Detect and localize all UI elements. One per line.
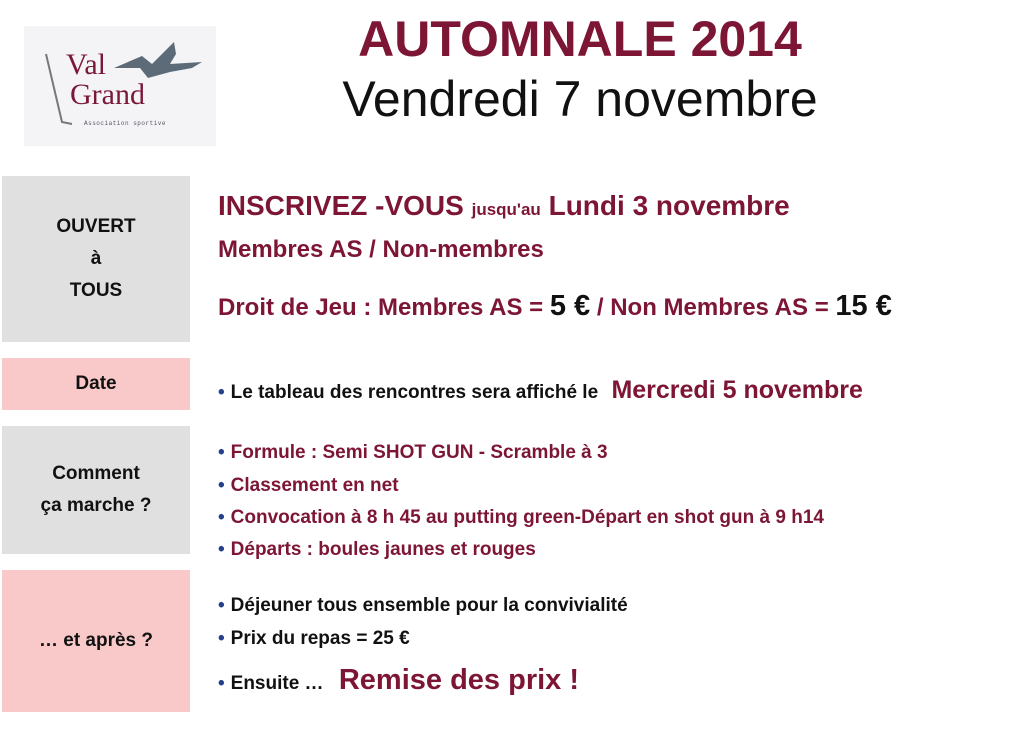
list-item: • Ensuite … Remise des prix ! — [218, 664, 579, 696]
date-text: Le tableau des rencontres sera affiché le — [230, 382, 599, 403]
inscription: INSCRIVEZ -VOUS — [218, 190, 464, 221]
fee-mid: / Non Membres AS = — [596, 294, 829, 321]
item-text: Départs : boules jaunes et rouges — [230, 539, 536, 560]
val-grand-logo — [24, 26, 216, 146]
list-item: • Formule : Semi SHOT GUN - Scramble à 3 — [218, 442, 608, 463]
section-label-open — [2, 176, 190, 342]
logo-text: Grand — [70, 78, 145, 111]
label-line: à — [90, 248, 102, 269]
item-text: Prix du repas = 25 € — [230, 628, 410, 649]
event-title: AUTOMNALE 2014 — [358, 11, 802, 67]
label-line: ça marche ? — [40, 495, 152, 516]
logo-text: Val — [66, 48, 106, 81]
audience: Membres AS / Non-membres — [218, 236, 544, 263]
label-line: OUVERT — [56, 216, 136, 237]
inscription-line — [218, 190, 790, 222]
fee-prefix: Droit de Jeu : Membres AS = — [218, 294, 544, 321]
label-line: TOUS — [69, 280, 123, 301]
deadline: Lundi 3 novembre — [548, 190, 790, 221]
item-text: Déjeuner tous ensemble pour la convivialité — [230, 595, 628, 616]
label-line: Comment — [52, 463, 140, 484]
jusqu: jusqu'au — [471, 200, 541, 219]
bird-icon — [112, 38, 212, 86]
date-highlight: Mercredi 5 novembre — [611, 376, 863, 404]
list-item: • Convocation à 8 h 45 au putting green-Départ en shot gun à 9 h14 — [218, 507, 824, 528]
list-item: • Déjeuner tous ensemble pour la convivialité — [218, 595, 628, 616]
date-line — [218, 376, 863, 405]
bullet-icon: • — [218, 382, 225, 403]
event-date: Vendredi 7 novembre — [342, 71, 818, 127]
item-text: Convocation à 8 h 45 au putting green-Départ en shot gun à 9 h14 — [230, 507, 824, 528]
list-item: • Départs : boules jaunes et rouges — [218, 539, 536, 560]
logo-subtitle: Association sportive — [84, 120, 167, 127]
list-item: • Prix du repas = 25 € — [218, 628, 410, 649]
fee-members: 5 € — [549, 290, 591, 322]
section-label-after: … et après ? — [2, 570, 190, 712]
list-item: • Classement en net — [218, 475, 399, 496]
section-label-date: Date — [2, 358, 190, 410]
fee-line — [218, 290, 892, 323]
item-text: Classement en net — [230, 475, 399, 496]
section-label-how — [2, 426, 190, 554]
awards-highlight: Remise des prix ! — [338, 664, 579, 696]
item-text: Formule : Semi SHOT GUN - Scramble à 3 — [230, 442, 608, 463]
item-text: Ensuite … — [230, 673, 324, 694]
fee-nonmembers: 15 € — [835, 290, 892, 322]
